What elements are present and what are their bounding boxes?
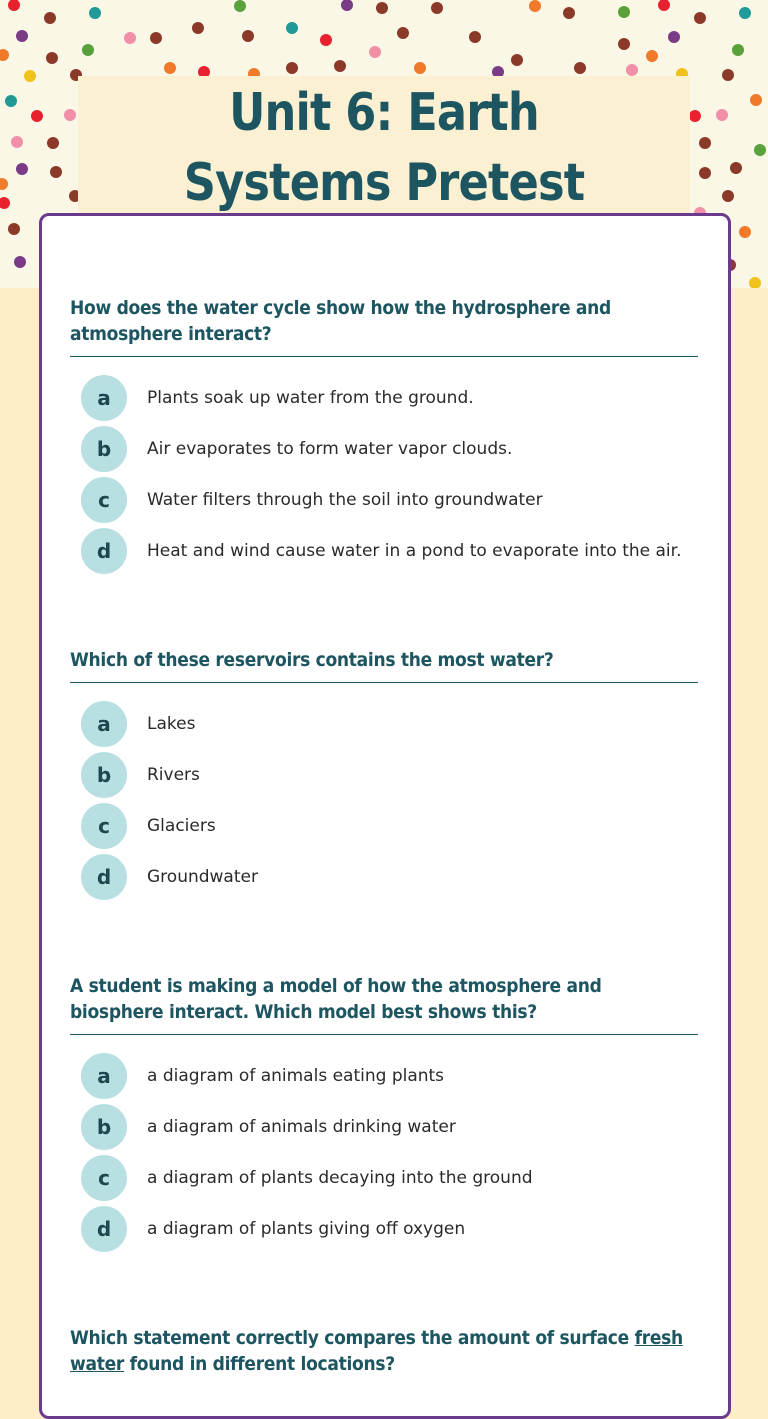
option-label: Groundwater xyxy=(147,866,258,887)
question-1 xyxy=(70,295,698,576)
answer-options xyxy=(70,372,698,576)
question-2 xyxy=(70,647,698,902)
option-label: Air evaporates to form water vapor clouds. xyxy=(147,438,513,459)
option-letter-bubble[interactable]: b xyxy=(81,752,127,798)
question-4 xyxy=(70,1325,698,1386)
question-3 xyxy=(70,973,698,1254)
answer-options xyxy=(70,1050,698,1254)
question-text xyxy=(70,1325,698,1386)
option-letter-bubble[interactable]: d xyxy=(81,854,127,900)
question-text-part: found in different locations? xyxy=(124,1353,395,1375)
option-letter-bubble[interactable]: a xyxy=(81,375,127,421)
option-label: Glaciers xyxy=(147,815,216,836)
option-label: a diagram of plants decaying into the ground xyxy=(147,1167,533,1188)
answer-option-d[interactable] xyxy=(70,1203,698,1254)
question-text: How does the water cycle show how the hydrosphere and atmosphere interact? xyxy=(70,295,698,357)
question-text-part: Which statement correctly compares the amount of surface xyxy=(70,1327,635,1349)
answer-option-d[interactable] xyxy=(70,851,698,902)
option-letter-bubble[interactable]: b xyxy=(81,1104,127,1150)
option-letter-bubble[interactable]: b xyxy=(81,426,127,472)
option-letter-bubble[interactable]: d xyxy=(81,1206,127,1252)
option-letter-bubble[interactable]: c xyxy=(81,1155,127,1201)
fresh-water-term: fresh water xyxy=(70,1327,683,1375)
question-text: Which of these reservoirs contains the most water? xyxy=(70,647,698,683)
option-letter-bubble[interactable]: d xyxy=(81,528,127,574)
answer-option-d[interactable] xyxy=(70,525,698,576)
option-letter-bubble[interactable]: c xyxy=(81,477,127,523)
option-label: Rivers xyxy=(147,764,200,785)
page-title: Unit 6: Earth Systems Pretest xyxy=(183,83,585,213)
answer-option-a[interactable] xyxy=(70,698,698,749)
option-label: Heat and wind cause water in a pond to evaporate into the air. xyxy=(147,540,682,561)
option-label: Water filters through the soil into groundwater xyxy=(147,489,543,510)
option-letter-bubble[interactable]: a xyxy=(81,701,127,747)
question-text: A student is making a model of how the atmosphere and biosphere interact. Which model best shows this? xyxy=(70,973,698,1035)
answer-option-c[interactable] xyxy=(70,474,698,525)
answer-options xyxy=(70,698,698,902)
answer-option-c[interactable] xyxy=(70,1152,698,1203)
option-letter-bubble[interactable]: c xyxy=(81,803,127,849)
answer-option-c[interactable] xyxy=(70,800,698,851)
option-label: Plants soak up water from the ground. xyxy=(147,387,474,408)
option-letter-bubble[interactable]: a xyxy=(81,1053,127,1099)
answer-option-b[interactable] xyxy=(70,1101,698,1152)
answer-option-b[interactable] xyxy=(70,749,698,800)
option-label: Lakes xyxy=(147,713,196,734)
option-label: a diagram of plants giving off oxygen xyxy=(147,1218,466,1239)
option-label: a diagram of animals eating plants xyxy=(147,1065,445,1086)
answer-option-b[interactable] xyxy=(70,423,698,474)
option-label: a diagram of animals drinking water xyxy=(147,1116,456,1137)
answer-option-a[interactable] xyxy=(70,372,698,423)
answer-option-a[interactable] xyxy=(70,1050,698,1101)
